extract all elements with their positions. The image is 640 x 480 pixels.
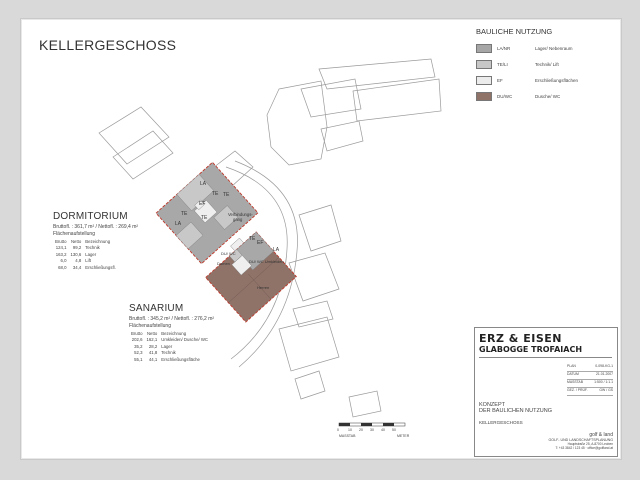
cell: Lager xyxy=(161,343,173,349)
cell: Technik xyxy=(161,350,176,356)
client-logo-sub: GLABOGGE TROFAIACH xyxy=(479,345,583,354)
dormitorium-title: DORMITORIUM xyxy=(53,211,128,222)
meta-value: 21.01.2007 xyxy=(596,372,613,376)
cell: 52,3 xyxy=(134,350,143,356)
room-label-ef: EF xyxy=(199,201,206,207)
col-header: Netto xyxy=(70,238,82,244)
cell: 163,2 xyxy=(55,251,67,257)
cell: 35,2 xyxy=(134,343,143,349)
meta-row xyxy=(567,380,613,388)
room-label-herren: Herren xyxy=(257,285,270,290)
legend-title: BAULICHE NUTZUNG xyxy=(476,27,553,36)
cell: 130,6 xyxy=(70,251,82,257)
cell: 99,2 xyxy=(72,245,82,251)
scale-tick: 10 xyxy=(348,428,352,432)
meta-value: 1:500 / 1:1.1 xyxy=(594,380,613,384)
meta-key: MASSTAB xyxy=(567,380,583,384)
meta-table xyxy=(567,364,613,396)
room-label-la: LA xyxy=(273,247,280,253)
legend-desc: Technik/ Lift xyxy=(535,61,559,67)
col-header: Brutto xyxy=(131,330,143,336)
corridor-label-line1: Verbindungs- xyxy=(228,212,253,217)
scale-tick: 20 xyxy=(359,428,363,432)
room-label-damen: Damen xyxy=(217,261,230,266)
col-header: Brutto xyxy=(55,238,67,244)
room-label-te: TE xyxy=(181,211,188,217)
dormitorium-subtitle: Flächenaufstellung xyxy=(53,231,95,237)
col-header: Bezeichnung xyxy=(161,330,187,336)
legend-item xyxy=(476,40,616,56)
legend-code: LA/NR xyxy=(497,45,511,51)
meta-key: DATUM xyxy=(567,372,579,376)
cell: 41,8 xyxy=(148,350,158,356)
cell: 202,6 xyxy=(131,337,143,343)
legend-swatch xyxy=(476,44,492,53)
cell: 44,1 xyxy=(148,356,158,362)
legend-swatch xyxy=(476,92,492,101)
project-line1: KONZEPT xyxy=(479,402,505,408)
dormitorium-table xyxy=(53,238,118,271)
dormitorium-info xyxy=(53,211,183,271)
meta-value: 0-098-KG-1 xyxy=(595,364,613,368)
firm-name: golf & land xyxy=(589,432,613,438)
legend-swatch xyxy=(476,76,492,85)
legend-desc: Erschließungsflächen xyxy=(535,77,579,83)
firm-address-2: T: +43 3842 / 123 45 · office@golfland.at xyxy=(555,446,613,450)
firm-address-1: Hauptstraße 25, A-8700 Leoben xyxy=(567,442,613,446)
cell: Erschließungsfl. xyxy=(85,264,116,270)
legend-code: TE/LI xyxy=(497,61,508,67)
legend xyxy=(476,27,616,104)
legend-item xyxy=(476,56,616,72)
corridor-label-line2: gang xyxy=(233,217,243,222)
legend-desc: Lager/ Nebenraum xyxy=(535,45,573,51)
meta-row xyxy=(567,388,613,396)
room-label-te: TE xyxy=(212,191,219,197)
cell: 6,0 xyxy=(60,258,67,264)
plan-title: KELLERGESCHOSS xyxy=(39,37,177,53)
scale-label-left: MASSTAB xyxy=(339,434,356,438)
cell: Lager xyxy=(85,251,97,257)
legend-code: EF xyxy=(497,77,503,83)
sanarium-table xyxy=(129,330,210,363)
client-logo: ERZ & EISEN xyxy=(479,332,562,345)
firm-area xyxy=(479,432,613,450)
cell: 124,1 xyxy=(55,245,67,251)
table-row xyxy=(129,337,210,344)
scale-tick: 50 xyxy=(392,428,396,432)
plan-sheet xyxy=(20,18,622,460)
meta-value: GW / GS xyxy=(599,388,613,392)
room-label-duwc: DU/ WC xyxy=(221,251,236,256)
dormitorium-summary: Bruttofl. : 361,7 m² / Nettofl. : 269,4 m² xyxy=(53,224,139,230)
scale-label-right: METER xyxy=(397,434,410,438)
table-row xyxy=(53,264,118,271)
scale-tick: 0 xyxy=(337,428,339,432)
room-label-te: TE xyxy=(249,236,256,242)
project-title-area xyxy=(479,402,613,425)
title-block xyxy=(474,327,618,457)
scale-tick: 40 xyxy=(381,428,385,432)
cell: 34,4 xyxy=(72,264,82,270)
sanarium-subtitle: Flächenaufstellung xyxy=(129,323,171,329)
cell: Umkleiden/ Dusche/ WC xyxy=(161,337,209,343)
meta-key: PLAN xyxy=(567,364,576,368)
logo-area xyxy=(479,332,612,358)
sanarium-title: SANARIUM xyxy=(129,303,184,314)
scale-tick: 30 xyxy=(370,428,374,432)
room-label-la: LA xyxy=(200,181,207,187)
cell: 68,0 xyxy=(58,264,67,270)
cell: Technik xyxy=(85,245,100,251)
cell: 4,8 xyxy=(75,258,82,264)
meta-key: GEZ. / PRÜF. xyxy=(567,388,588,392)
room-label-la: LA xyxy=(175,221,182,227)
sanarium-summary: Bruttofl. : 345,2 m² / Nettofl. : 276,2 m² xyxy=(129,316,215,322)
scale-bar xyxy=(337,423,410,438)
legend-swatch xyxy=(476,60,492,69)
cell: 162,1 xyxy=(146,337,158,343)
cell: 55,1 xyxy=(134,356,143,362)
cell: Lift xyxy=(85,258,91,264)
col-header: Bezeichnung xyxy=(85,238,111,244)
col-header: Netto xyxy=(146,330,158,336)
legend-item xyxy=(476,72,616,88)
cell: 28,2 xyxy=(148,343,158,349)
room-label-te: TE xyxy=(201,215,208,221)
room-label-ef: EF xyxy=(257,240,264,246)
sanarium-info xyxy=(129,303,259,363)
legend-item xyxy=(476,88,616,104)
room-label-te: TE xyxy=(223,192,230,198)
cell: Erschließungsfläche xyxy=(161,356,200,362)
firm-sub: GOLF- UND LANDSCHAFTSPLANUNG xyxy=(548,438,613,442)
meta-row xyxy=(567,372,613,380)
legend-desc: Dusche/ WC xyxy=(535,93,561,99)
meta-row xyxy=(567,364,613,372)
table-row xyxy=(129,356,210,363)
project-line3: KELLERGESCHOSS xyxy=(479,420,523,425)
legend-code: DU/WC xyxy=(497,93,513,99)
project-line2: DER BAULICHEN NUTZUNG xyxy=(479,408,553,414)
project-notes xyxy=(479,366,559,396)
room-label-duwc-umkl: DU/ WC Umkleiden xyxy=(249,259,284,264)
